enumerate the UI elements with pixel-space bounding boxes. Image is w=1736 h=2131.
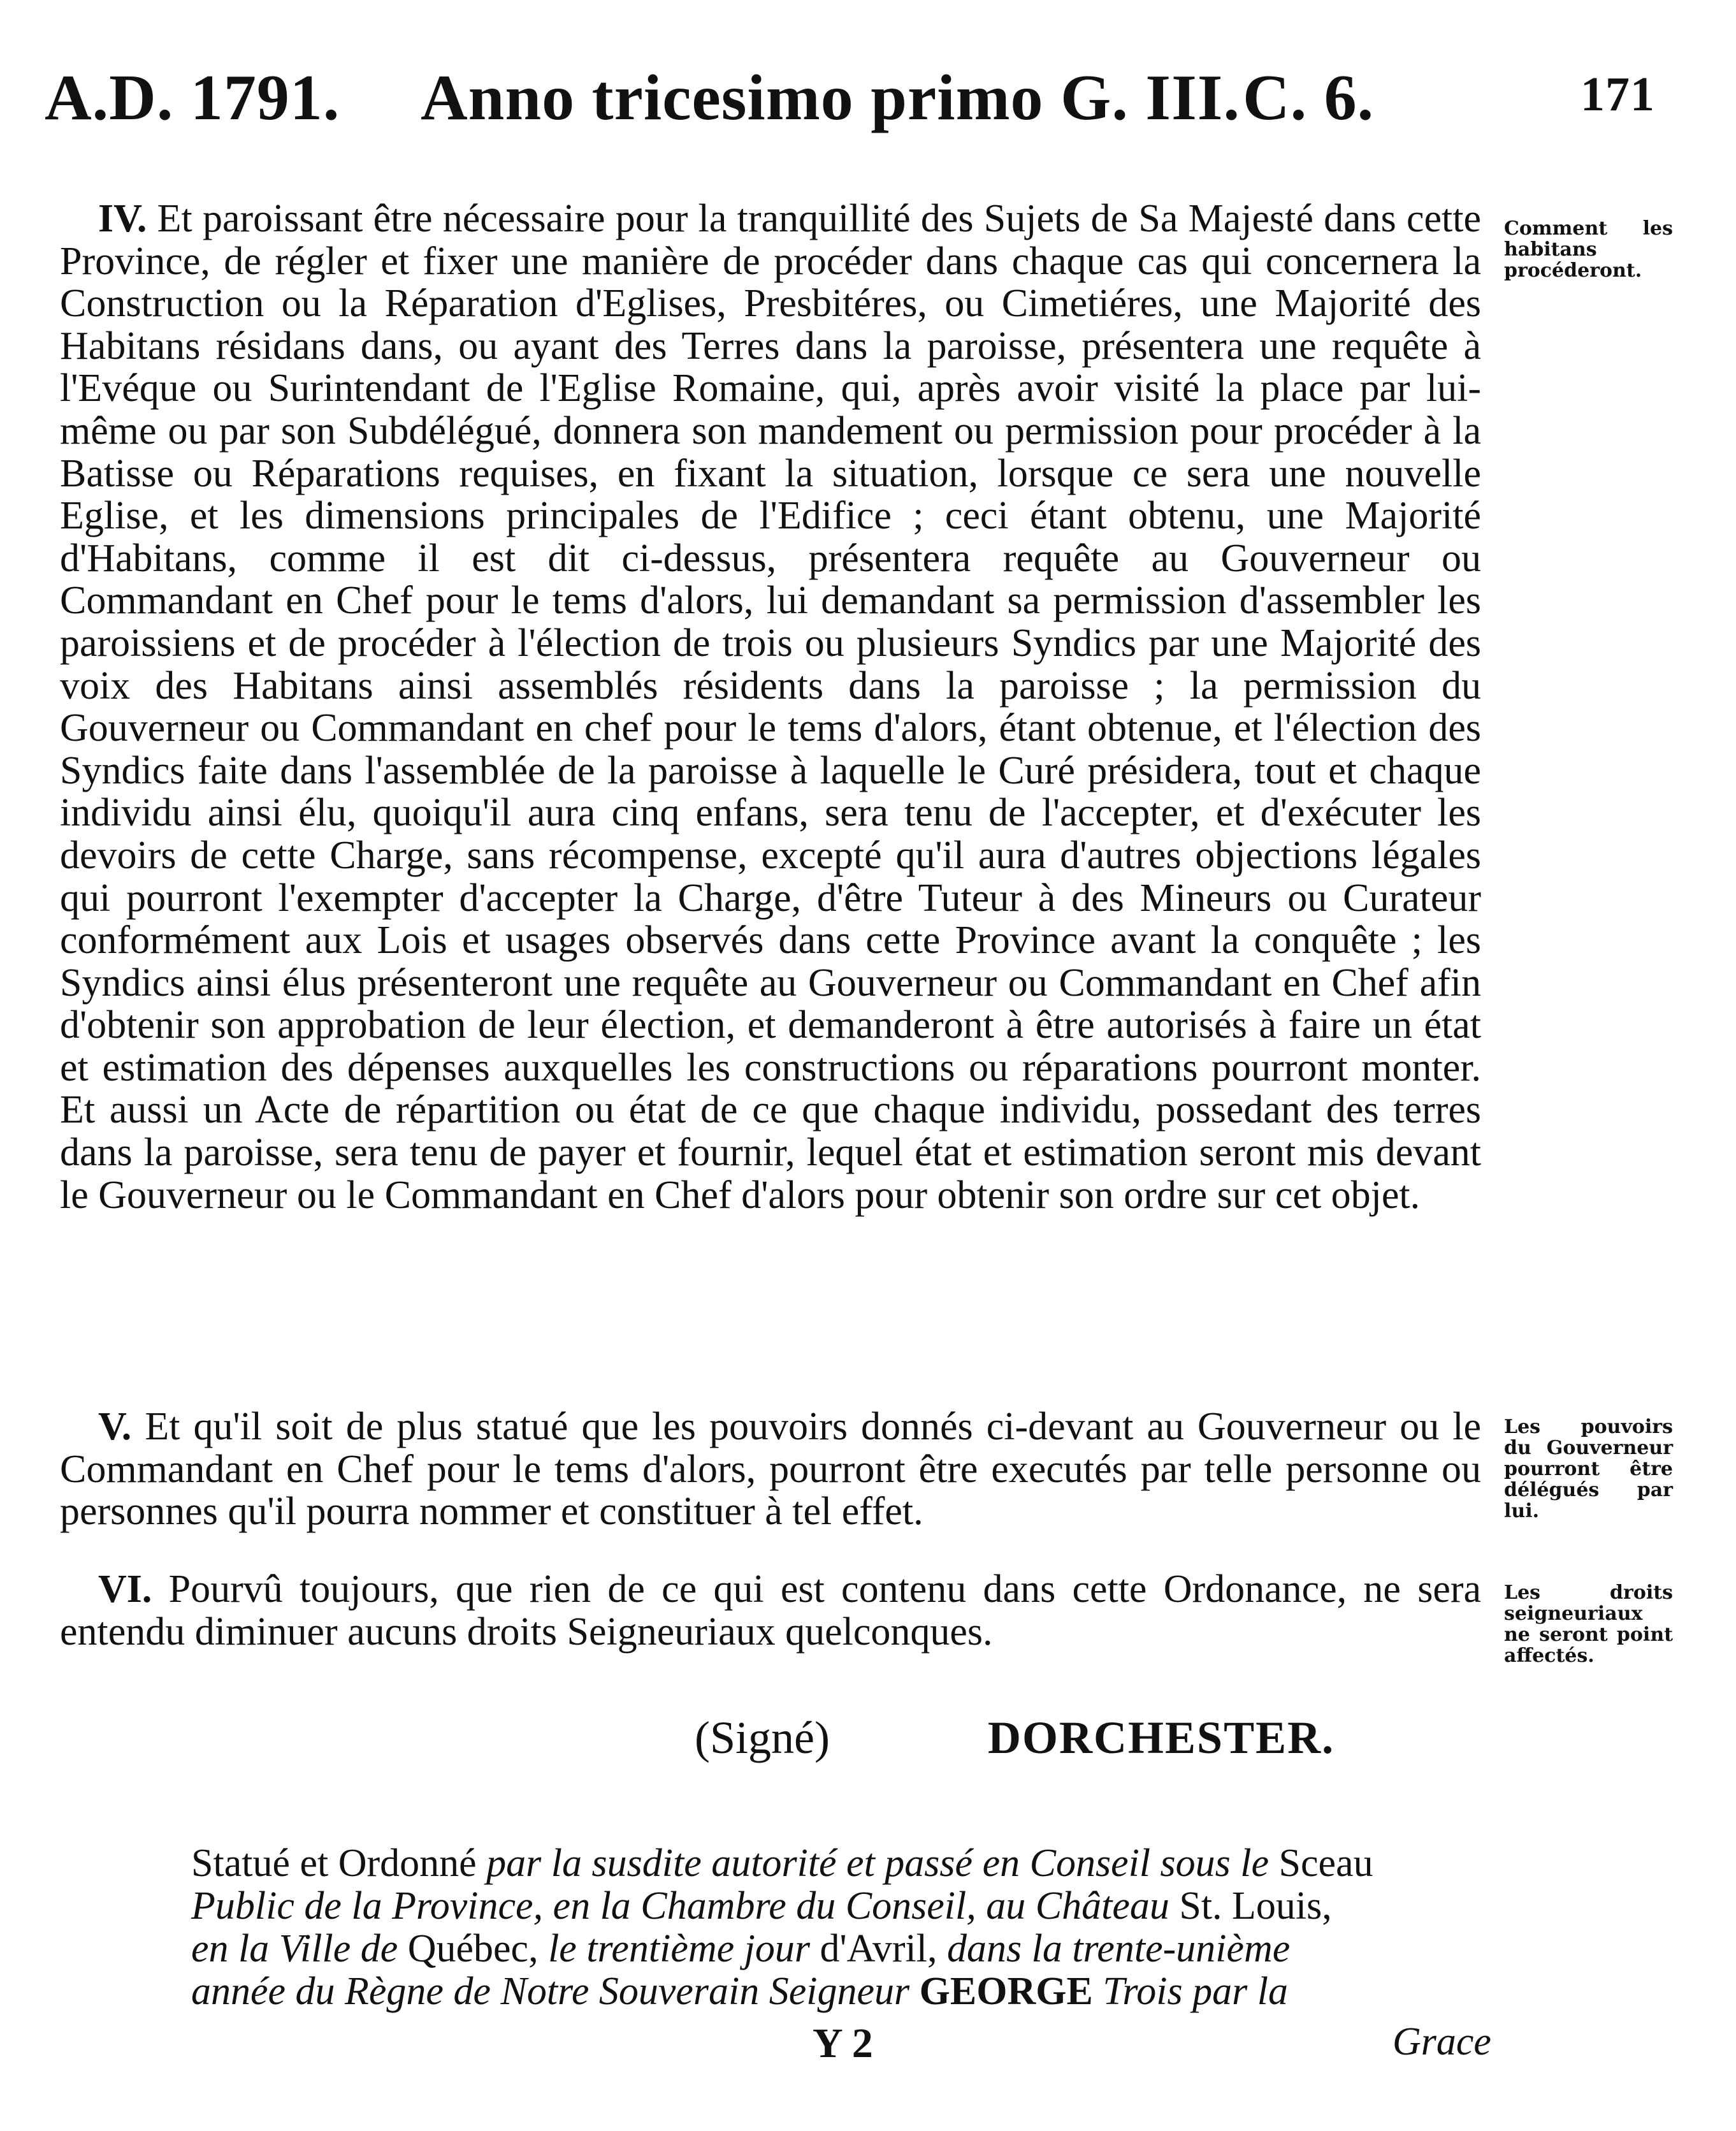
enactment-italic-text: dans la trente-unième: [946, 1927, 1291, 1970]
enactment-line-3: [191, 1928, 1479, 1970]
signature-mark: Y 2: [813, 2020, 873, 2067]
enactment-text: Québec,: [407, 1927, 539, 1970]
enactment-italic-text: Public de la Province, en la Chambre du Conseil, au Château: [191, 1884, 1169, 1928]
signature-label: (Signé): [695, 1712, 830, 1763]
enactment-italic-text: le trentième jour: [548, 1927, 811, 1970]
enactment-text: Statué et Ordonné: [191, 1842, 477, 1885]
enactment-line-2: [191, 1885, 1479, 1928]
enactment-line-4: [191, 1970, 1479, 2013]
section-v-paragraph: [60, 1406, 1481, 1533]
enactment-italic-text: année du Règne de Notre Souverain Seigneur: [191, 1970, 910, 2013]
section-vi-numeral: VI.: [98, 1567, 152, 1611]
section-v-text: Et qu'il soit de plus statué que les pouvoirs donnés ci-devant au Gouverneur ou le Commandant en Chef pour le tems d'alors, pourront être executés par telle personne ou personnes qu'il pourra nommer et constituer à tel effet.: [60, 1405, 1481, 1534]
section-iv: [60, 198, 1481, 1216]
section-iv-numeral: IV.: [98, 197, 147, 240]
section-iv-paragraph: [60, 198, 1481, 1216]
section-iv-text: Et paroissant être nécessaire pour la tranquillité des Sujets de Sa Majesté dans cette Province, de régler et fixer une manière de procéder dans chaque cas qui concernera la Construction ou la Réparation d'Eglises, Presbitéres, ou Cimetiéres, une Majorité des Habitans résidans dans, ou ayant des Terres dans la paroisse, présentera une requête à l'Evéque ou Surintendant de l'Eglise Romaine, qui, après avoir visité la place par lui-même ou par son Subdélégué, donnera son mandement ou permission pour procéder à la Batisse ou Réparations requises, en fixant la situation, lorsque ce sera une nouvelle Eglise, et les dimensions principales de l'Edifice ; ceci étant obtenu, une Majorité d'Habitans, comme il est dit ci-dessus, présentera requête au Gouverneur ou Commandant en Chef pour le tems d'alors, lui demandant sa permission d'assembler les paroissiens et de procéder à l'élection de trois ou plusieurs Syndics par une Majorité des voix des Habitans ainsi assemblés résidents dans la paroisse ; la permission du Gouverneur ou Commandant en chef pour le tems d'alors, étant obtenue, et l'élection des Syndics faite dans l'assemblée de la paroisse à laquelle le Curé présidera, tout et chaque individu ainsi élu, quoiqu'il aura cinq enfans, sera tenu de l'accepter, et d'exécuter les devoirs de cette Charge, sans récompense, excepté qu'il aura d'autres objections légales qui pourront l'exempter d'accepter la Charge, d'être Tuteur à des Mineurs ou Curateur conformément aux Lois et usages observés dans cette Province avant la conquête ; les Syndics ainsi élus présenteront une requête au Gouverneur ou Commandant en Chef afin d'obtenir son approbation de leur élection, et demanderont à être autorisés à faire un état et estimation des dépenses auxquelles les constructions ou réparations pourront monter. Et aussi un Acte de répartition ou état de ce que chaque individu, possedant des terres dans la paroisse, sera tenu de payer et fournir, lequel état et estimation seront mis devant le Gouverneur ou le Commandant en Chef d'alors pour obtenir son ordre sur cet objet.: [60, 197, 1481, 1217]
enactment-line-1: [191, 1842, 1479, 1885]
section-v-numeral: V.: [98, 1405, 132, 1448]
signatory-name: DORCHESTER.: [988, 1712, 1335, 1763]
enactment-italic-text: par la susdite autorité et passé en Conseil sous le: [486, 1842, 1269, 1885]
catchword: Grace: [1392, 2020, 1491, 2063]
signature-block: [695, 1712, 1459, 1769]
section-v: [60, 1406, 1481, 1533]
section-vi-text: Pourvû toujours, que rien de ce qui est contenu dans cette Ordonance, ne sera entendu diminuer aucuns droits Seigneuriaux quelconques.: [60, 1567, 1482, 1654]
header-year: A.D. 1791.: [45, 62, 340, 134]
page-number: 171: [1580, 68, 1655, 121]
margin-note-iv: Comment les habitans procéderont.: [1504, 217, 1673, 282]
enactment-bold-text: GEORGE: [919, 1970, 1093, 2013]
enactment-text: Sceau: [1278, 1842, 1373, 1885]
enactment-text: St. Louis,: [1179, 1884, 1332, 1928]
enactment-clause: [191, 1842, 1479, 2013]
margin-note-vi: Les droits seigneuriaux ne seront point affectés.: [1504, 1582, 1673, 1667]
section-vi-paragraph: [60, 1568, 1481, 1653]
enactment-italic-text: en la Ville de: [191, 1927, 398, 1970]
header-regnal-title: Anno tricesimo primo G. III.: [421, 62, 1240, 134]
header-chapter: C. 6.: [1243, 62, 1375, 134]
section-vi: [60, 1568, 1481, 1653]
running-header: [45, 61, 1676, 143]
enactment-italic-text: Trois par la: [1103, 1970, 1288, 2013]
enactment-text: d'Avril,: [820, 1927, 937, 1970]
margin-note-v: Les pouvoirs du Gouverneur pourront être délégués par lui.: [1504, 1416, 1673, 1522]
